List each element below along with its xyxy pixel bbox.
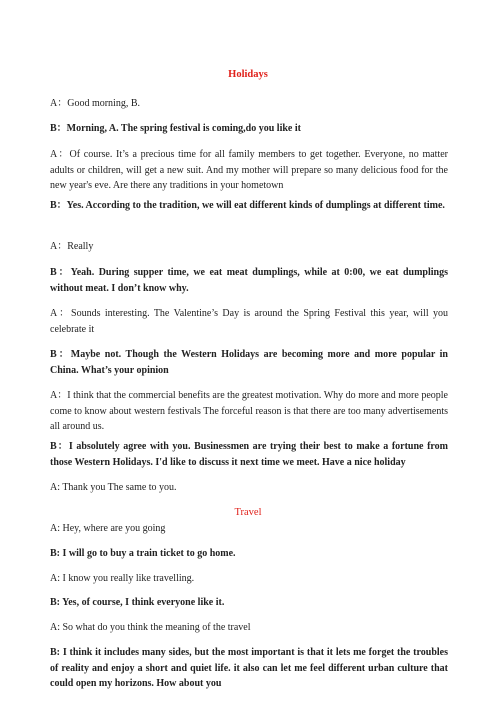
travel-line-5: A: So what do you think the meaning of the travel [50, 622, 251, 633]
holidays-line-3: A：Of course. It’s a precious time for all family members to get together. Everyone, no matter adults or children, will get a new suit. And my mother will prepare so many delicious food for the new year's eve. Are there any traditions in your hometown [50, 149, 448, 191]
holidays-title: Holidays [228, 69, 268, 80]
holidays-line-1: A：Good morning, B. [50, 98, 140, 109]
holidays-line-6: B：Yeah. During supper time, we eat meat dumplings, while at 0:00, we eat dumplings without meat. I don’t know why. [50, 267, 448, 294]
holidays-line-9: A：I think that the commercial benefits are the greatest motivation. Why do more and more people come to know about western festivals The forceful reason is that there are too many advertisements all around us. [50, 390, 448, 432]
holidays-line-10: B：I absolutely agree with you. Businessmen are trying their best to make a fortune from those Western Holidays. I'd like to discuss it next time we meet. Have a nice holiday [50, 441, 448, 468]
holidays-line-11: A: Thank you The same to you. [50, 482, 177, 493]
holidays-line-5: A：Really [50, 241, 94, 252]
travel-line-4: B: Yes, of course, I think everyone like it. [50, 597, 225, 608]
travel-line-2: B: I will go to buy a train ticket to go home. [50, 548, 236, 559]
holidays-line-8: B：Maybe not. Though the Western Holidays are becoming more and more popular in China. What’s your opinion [50, 349, 448, 376]
travel-line-3: A: I know you really like travelling. [50, 573, 195, 584]
holidays-line-2: B：Morning, A. The spring festival is coming,do you like it [50, 123, 301, 134]
travel-title: Travel [234, 507, 262, 518]
travel-line-6: B: I think it includes many sides, but the most important is that it lets me forget the troubles of reality and enjoy a short and quiet life. it also can let me feel different urban culture that could open my horizons. How about you [50, 647, 448, 689]
holidays-line-7: A：Sounds interesting. The Valentine’s Day is around the Spring Festival this year, will you celebrate it [50, 308, 448, 335]
holidays-line-4: B：Yes. According to the tradition, we will eat different kinds of dumplings at different time. [50, 200, 445, 211]
travel-line-1: A: Hey, where are you going [50, 523, 166, 534]
